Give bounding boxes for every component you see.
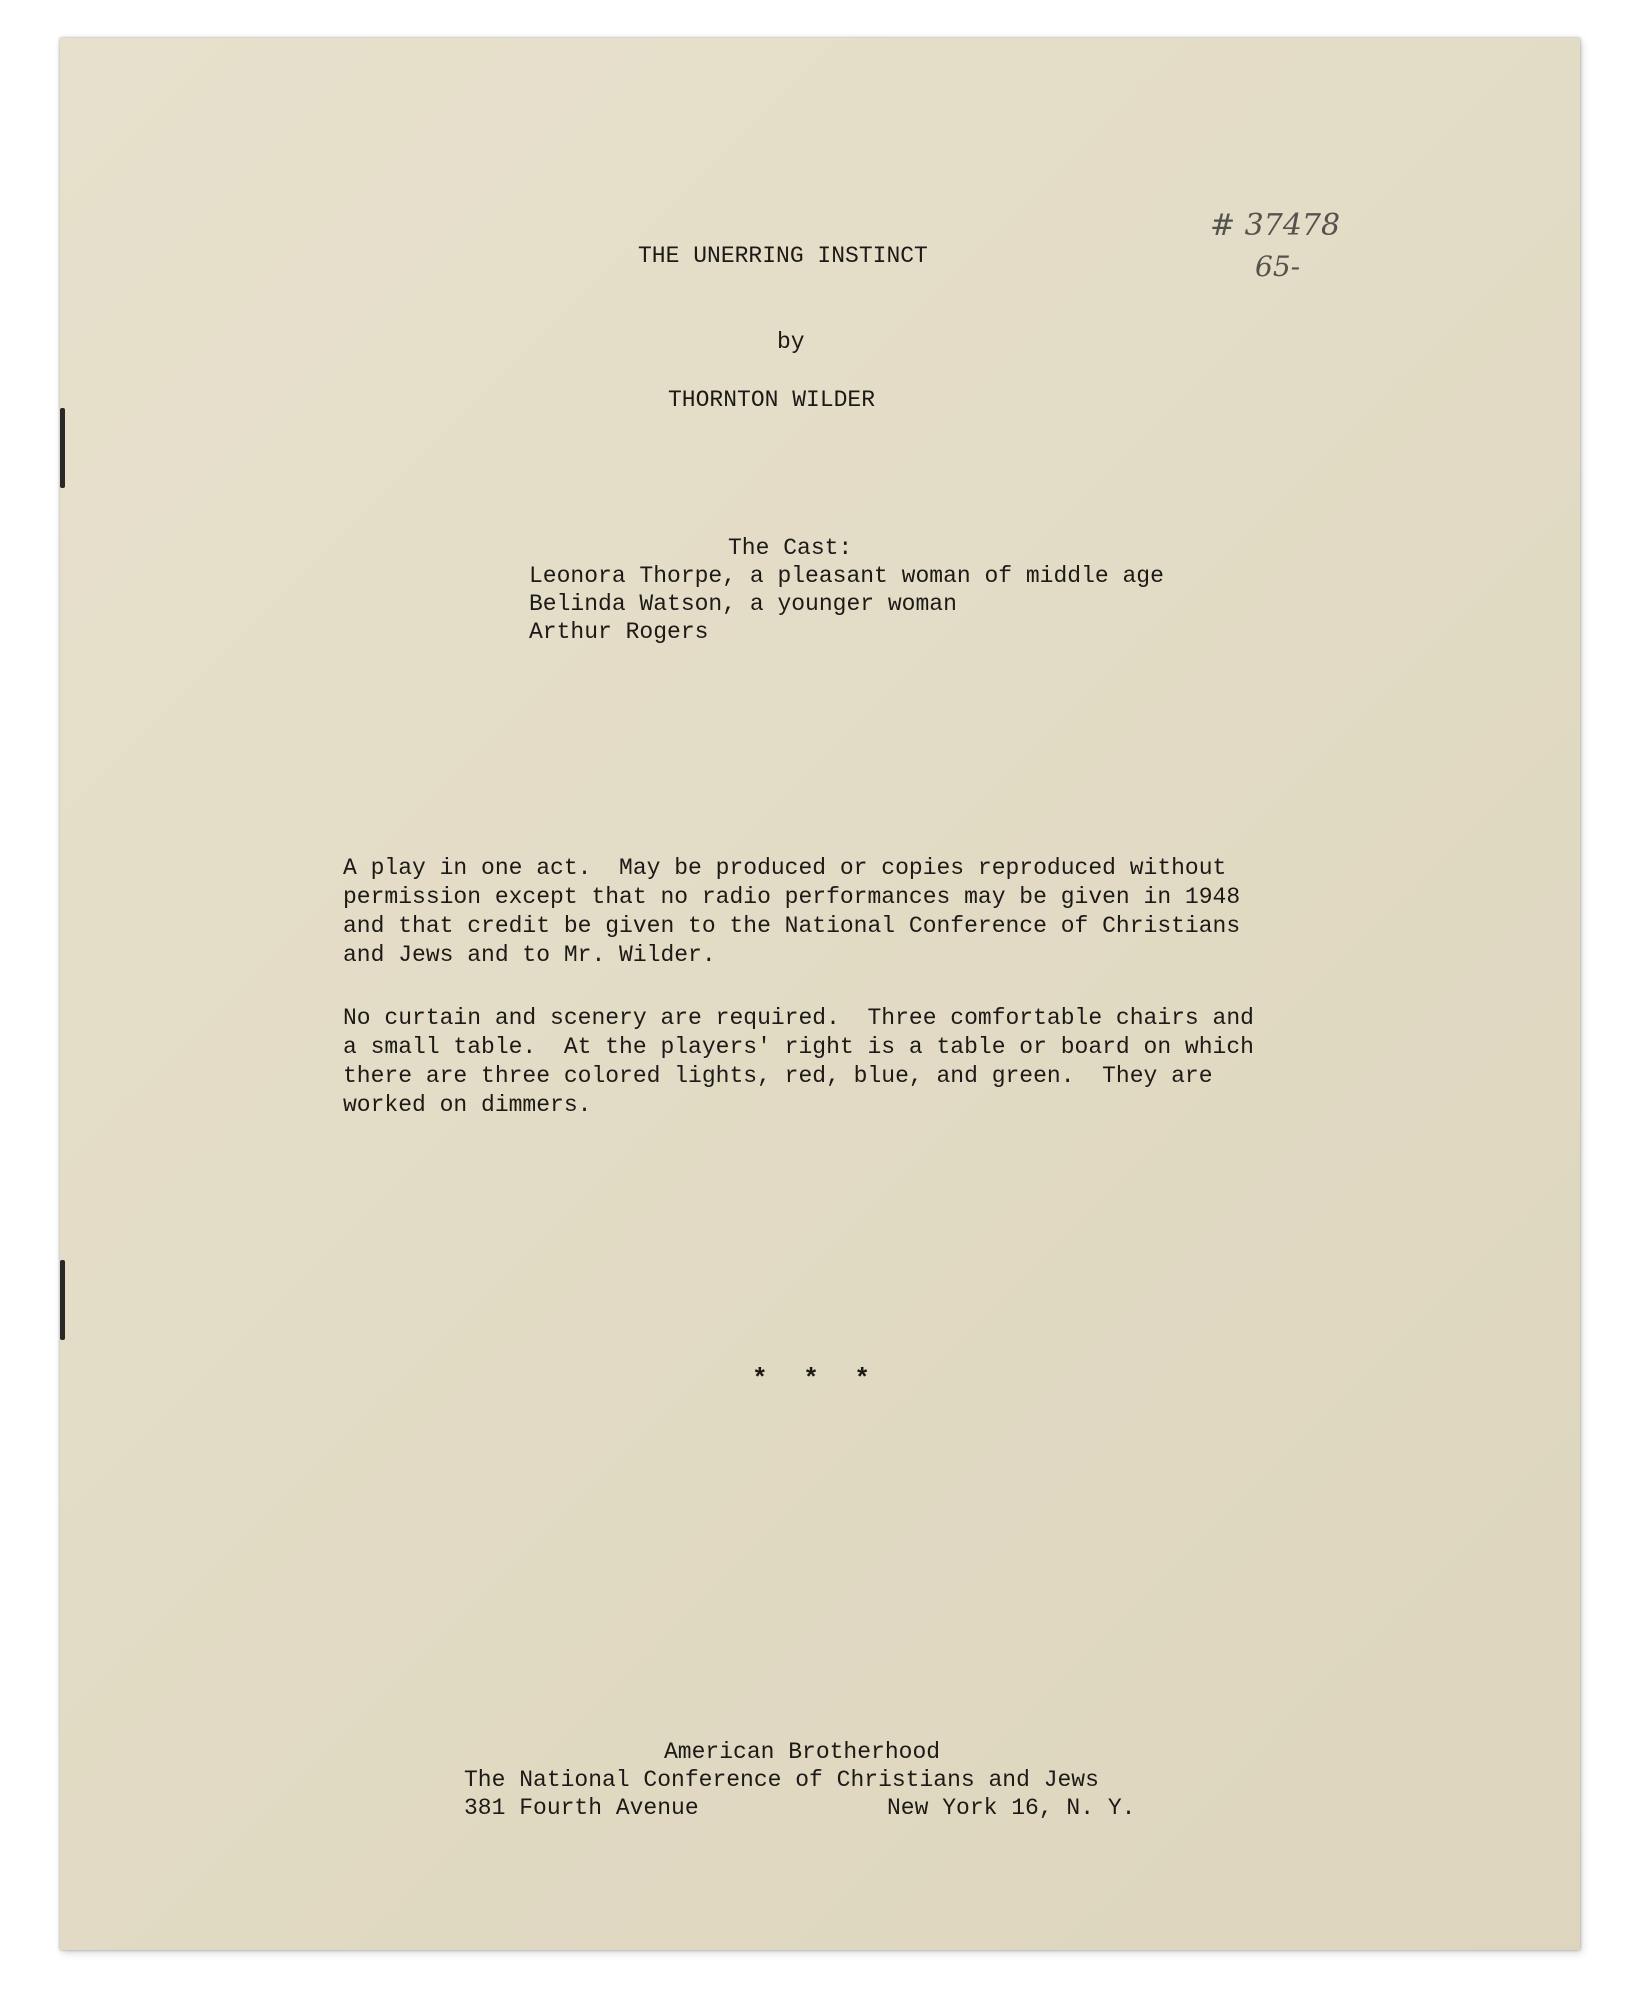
cast-member: Leonora Thorpe, a pleasant woman of middle age: [529, 563, 1164, 589]
cast-member: Belinda Watson, a younger woman: [529, 591, 957, 617]
handwritten-price: 65-: [1255, 250, 1301, 283]
section-separator: * * *: [752, 1364, 881, 1394]
staging-line: worked on dimmers.: [343, 1092, 592, 1118]
author-name: THORNTON WILDER: [668, 387, 876, 413]
staple-mark-top: [60, 408, 65, 488]
document-page: [60, 38, 1580, 1950]
staging-line: No curtain and scenery are required. Three comfortable chairs and: [343, 1005, 1254, 1031]
cast-heading: The Cast:: [728, 535, 853, 561]
staging-line: there are three colored lights, red, blue, and green. They are: [343, 1063, 1213, 1089]
publisher-city: New York 16, N. Y.: [887, 1795, 1136, 1821]
permission-line: A play in one act. May be produced or copies reproduced without: [343, 855, 1227, 881]
permission-line: and Jews and to Mr. Wilder.: [343, 942, 716, 968]
publisher-name: American Brotherhood: [664, 1739, 941, 1765]
publisher-address: 381 Fourth Avenue: [464, 1795, 699, 1821]
permission-line: and that credit be given to the National Conference of Christians: [343, 913, 1241, 939]
staging-line: a small table. At the players' right is a table or board on which: [343, 1034, 1254, 1060]
staple-mark-bottom: [60, 1260, 65, 1340]
document-title: THE UNERRING INSTINCT: [638, 243, 928, 269]
publisher-organization: The National Conference of Christians and Jews: [464, 1767, 1099, 1793]
permission-line: permission except that no radio performances may be given in 1948: [343, 884, 1241, 910]
byline-by: by: [777, 329, 805, 355]
handwritten-catalog-number: # 37478: [1210, 208, 1341, 243]
cast-member: Arthur Rogers: [529, 619, 709, 645]
